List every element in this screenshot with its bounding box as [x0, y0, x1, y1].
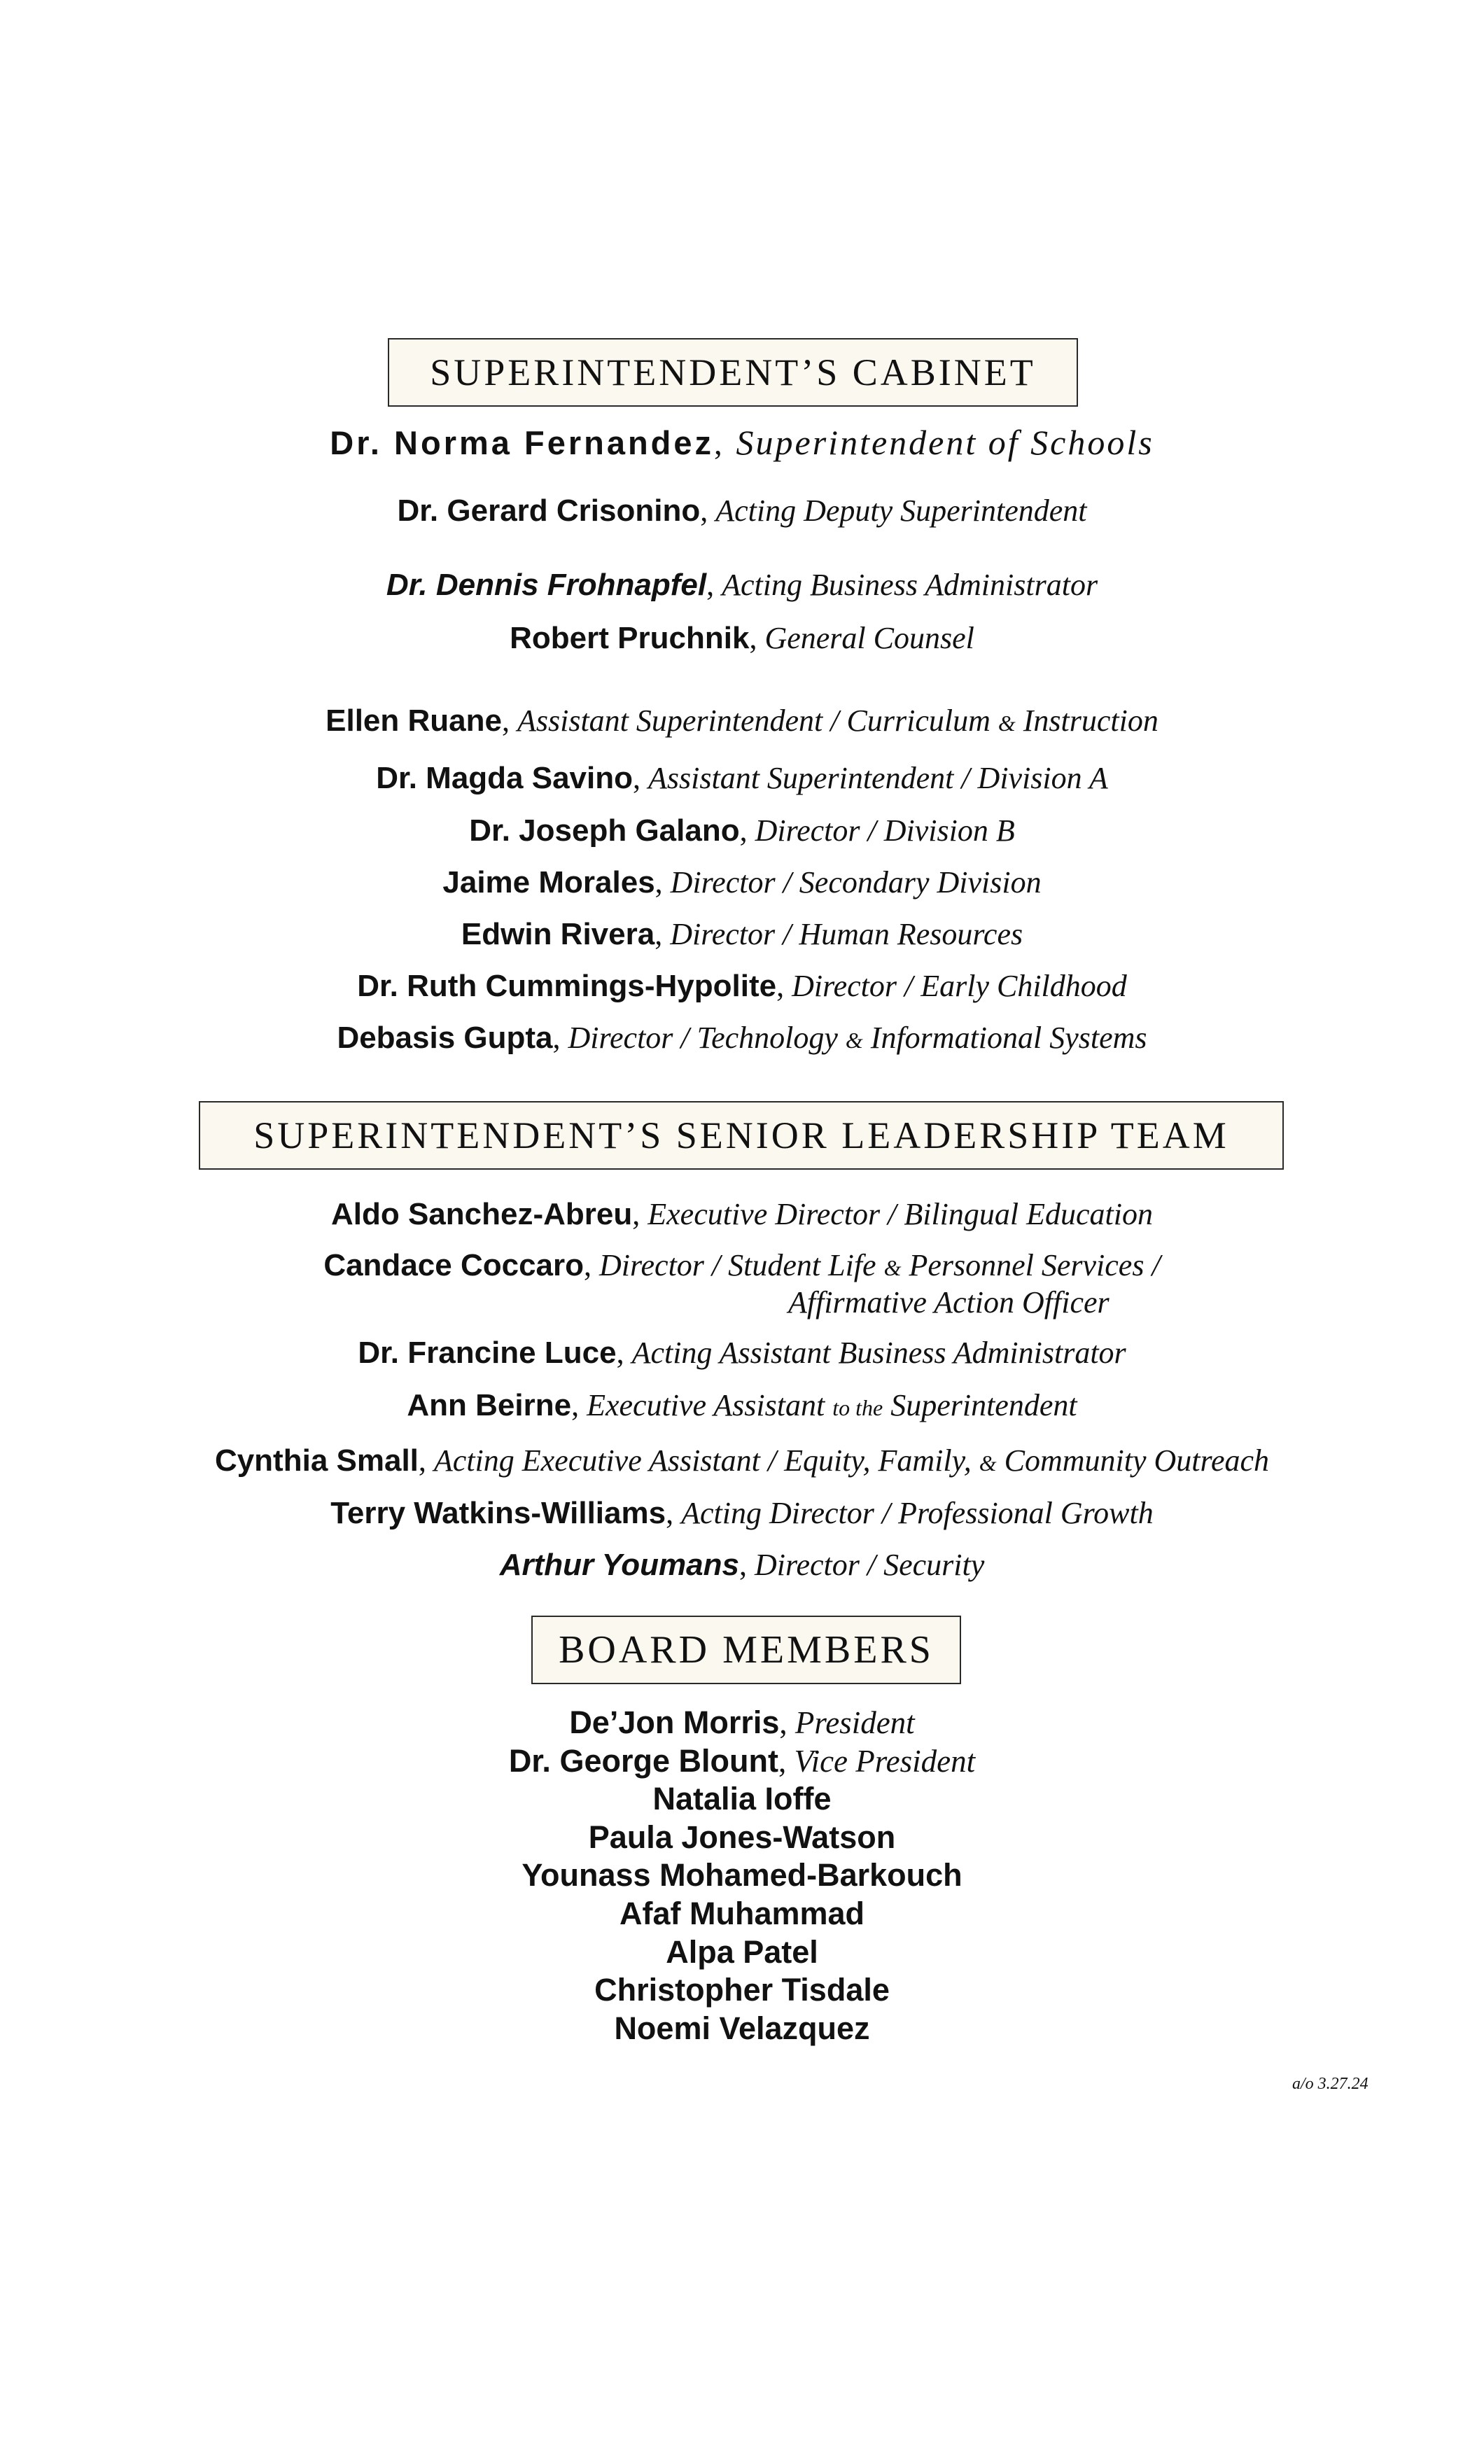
person-title: Acting Assistant Business Administrator [631, 1336, 1126, 1370]
person-title: Vice President [794, 1744, 976, 1779]
person-title [434, 1443, 1269, 1478]
board-member: Younass Mohamed-Barkouch [522, 1857, 962, 1893]
person-name: Edwin Rivera [461, 917, 655, 951]
person-name: Terry Watkins-Williams [330, 1496, 666, 1530]
superintendent-line: Dr. Norma Fernandez, Superintendent of Schools [330, 423, 1154, 462]
leadership-member: Cynthia Small, Acting Executive Assistant / Equity, Family, & Community Outreach [214, 1443, 1270, 1478]
person-title [587, 1388, 1077, 1422]
person-title: Director / Security [755, 1548, 985, 1582]
ampersand: & [979, 1450, 997, 1476]
person-title: Acting Deputy Superintendent [715, 493, 1087, 528]
person-name: Dr. George Blount [508, 1743, 778, 1779]
ampersand: & [883, 1255, 902, 1280]
title-part: Assistant Superintendent / Curriculum [517, 704, 990, 738]
title-part: Director / Student Life [599, 1248, 876, 1282]
person-name: Cynthia Small [214, 1443, 419, 1478]
person-title: General Counsel [764, 621, 974, 655]
cabinet-member: Edwin Rivera, Director / Human Resources [461, 917, 1023, 951]
person-title [599, 1248, 1161, 1282]
revision-date: a/o 3.27.24 [1292, 2075, 1368, 2093]
person-name: Jaime Morales [442, 865, 655, 899]
title-part: Acting Executive Assistant / Equity, Family, [433, 1443, 972, 1478]
person-title: Acting Director / Professional Growth [681, 1496, 1154, 1530]
board-member: Christopher Tisdale [594, 1972, 890, 2008]
person-title: Acting Business Administrator [722, 568, 1098, 602]
cabinet-member: Dr. Dennis Frohnapfel, Acting Business Administrator [386, 568, 1098, 602]
title-part: Informational Systems [870, 1021, 1147, 1055]
ampersand: & [845, 1028, 863, 1053]
title-part: Community Outreach [1004, 1443, 1270, 1478]
person-name: Ann Beirne [407, 1388, 572, 1422]
person-title: President [794, 1705, 915, 1740]
board-heading [531, 1616, 961, 1684]
leadership-member: Arthur Youmans, Director / Security [499, 1548, 985, 1582]
person-name: Aldo Sanchez-Abreu [330, 1197, 633, 1231]
title-part: Executive Assistant [587, 1388, 825, 1422]
person-title: Director / Early Childhood [792, 969, 1127, 1003]
person-name: Dr. Francine Luce [358, 1336, 617, 1370]
cabinet-heading-text: SUPERINTENDENT’S CABINET [430, 351, 1036, 393]
board-president: De’Jon Morris, President [569, 1704, 915, 1740]
board-vice-president: Dr. George Blount, Vice President [508, 1743, 976, 1779]
cabinet-member: Debasis Gupta, Director / Technology & Informational Systems [337, 1021, 1147, 1055]
person-name: De’Jon Morris [569, 1704, 780, 1740]
cabinet-member: Dr. Magda Savino, Assistant Superintendent / Division A [376, 761, 1108, 795]
board-member: Paula Jones-Watson [588, 1819, 896, 1855]
leadership-member: Terry Watkins-Williams, Acting Director / Professional Growth [330, 1496, 1154, 1530]
person-name: Robert Pruchnik [510, 621, 750, 655]
title-part: Instruction [1023, 704, 1158, 738]
person-title: Director / Division B [755, 813, 1015, 848]
leadership-member: Ann Beirne, Executive Assistant to the Superintendent [407, 1388, 1077, 1422]
cabinet-heading [388, 338, 1078, 407]
person-title [517, 704, 1158, 738]
person-title [568, 1021, 1147, 1055]
person-title: Superintendent of Schools [736, 423, 1154, 462]
person-name: Arthur Youmans [499, 1548, 739, 1582]
title-part: Superintendent [890, 1388, 1077, 1422]
title-part: Director / Technology [568, 1021, 838, 1055]
ampersand: & [997, 710, 1016, 736]
person-name: Dr. Ruth Cummings-Hypolite [357, 969, 777, 1003]
person-name: Dr. Joseph Galano [469, 813, 740, 848]
title-part: Personnel Services / [909, 1248, 1161, 1282]
title-small: to the [832, 1395, 883, 1420]
cabinet-member: Dr. Joseph Galano, Director / Division B [469, 813, 1015, 848]
cabinet-member: Dr. Gerard Crisonino, Acting Deputy Superintendent [397, 493, 1087, 528]
person-name: Ellen Ruane [326, 704, 502, 738]
person-name: Dr. Norma Fernandez [330, 424, 715, 461]
leadership-member: Candace Coccaro, Director / Student Life & Personnel Services / [323, 1248, 1161, 1282]
senior-leadership-heading-text: SUPERINTENDENT’S SENIOR LEADERSHIP TEAM [253, 1114, 1229, 1156]
person-title: Director / Human Resources [670, 917, 1023, 951]
senior-leadership-heading [199, 1101, 1284, 1170]
person-name: Dr. Gerard Crisonino [397, 493, 701, 528]
cabinet-member: Robert Pruchnik, General Counsel [510, 621, 974, 655]
person-name: Candace Coccaro [323, 1248, 584, 1282]
board-member: Alpa Patel [666, 1934, 818, 1970]
board-member: Natalia Ioffe [652, 1781, 832, 1816]
person-title: Executive Director / Bilingual Education [648, 1197, 1153, 1231]
cabinet-member: Ellen Ruane, Assistant Superintendent / Curriculum & Instruction [326, 704, 1158, 738]
board-member: Noemi Velazquez [614, 2010, 870, 2046]
board-heading-text: BOARD MEMBERS [559, 1628, 934, 1672]
cabinet-member: Jaime Morales, Director / Secondary Division [442, 865, 1042, 899]
person-name: Dr. Magda Savino [376, 761, 634, 795]
person-name: Debasis Gupta [337, 1021, 553, 1055]
cabinet-member: Dr. Ruth Cummings-Hypolite, Director / Early Childhood [357, 969, 1127, 1003]
leadership-member: Aldo Sanchez-Abreu, Executive Director / Bilingual Education [330, 1197, 1153, 1231]
board-member: Afaf Muhammad [619, 1896, 865, 1931]
person-title: Director / Secondary Division [670, 865, 1042, 899]
person-name: Dr. Dennis Frohnapfel [386, 568, 707, 602]
person-title-continuation: Affirmative Action Officer [788, 1285, 1110, 1320]
leadership-member: Dr. Francine Luce, Acting Assistant Business Administrator [358, 1336, 1126, 1370]
person-title: Assistant Superintendent / Division A [648, 761, 1108, 795]
